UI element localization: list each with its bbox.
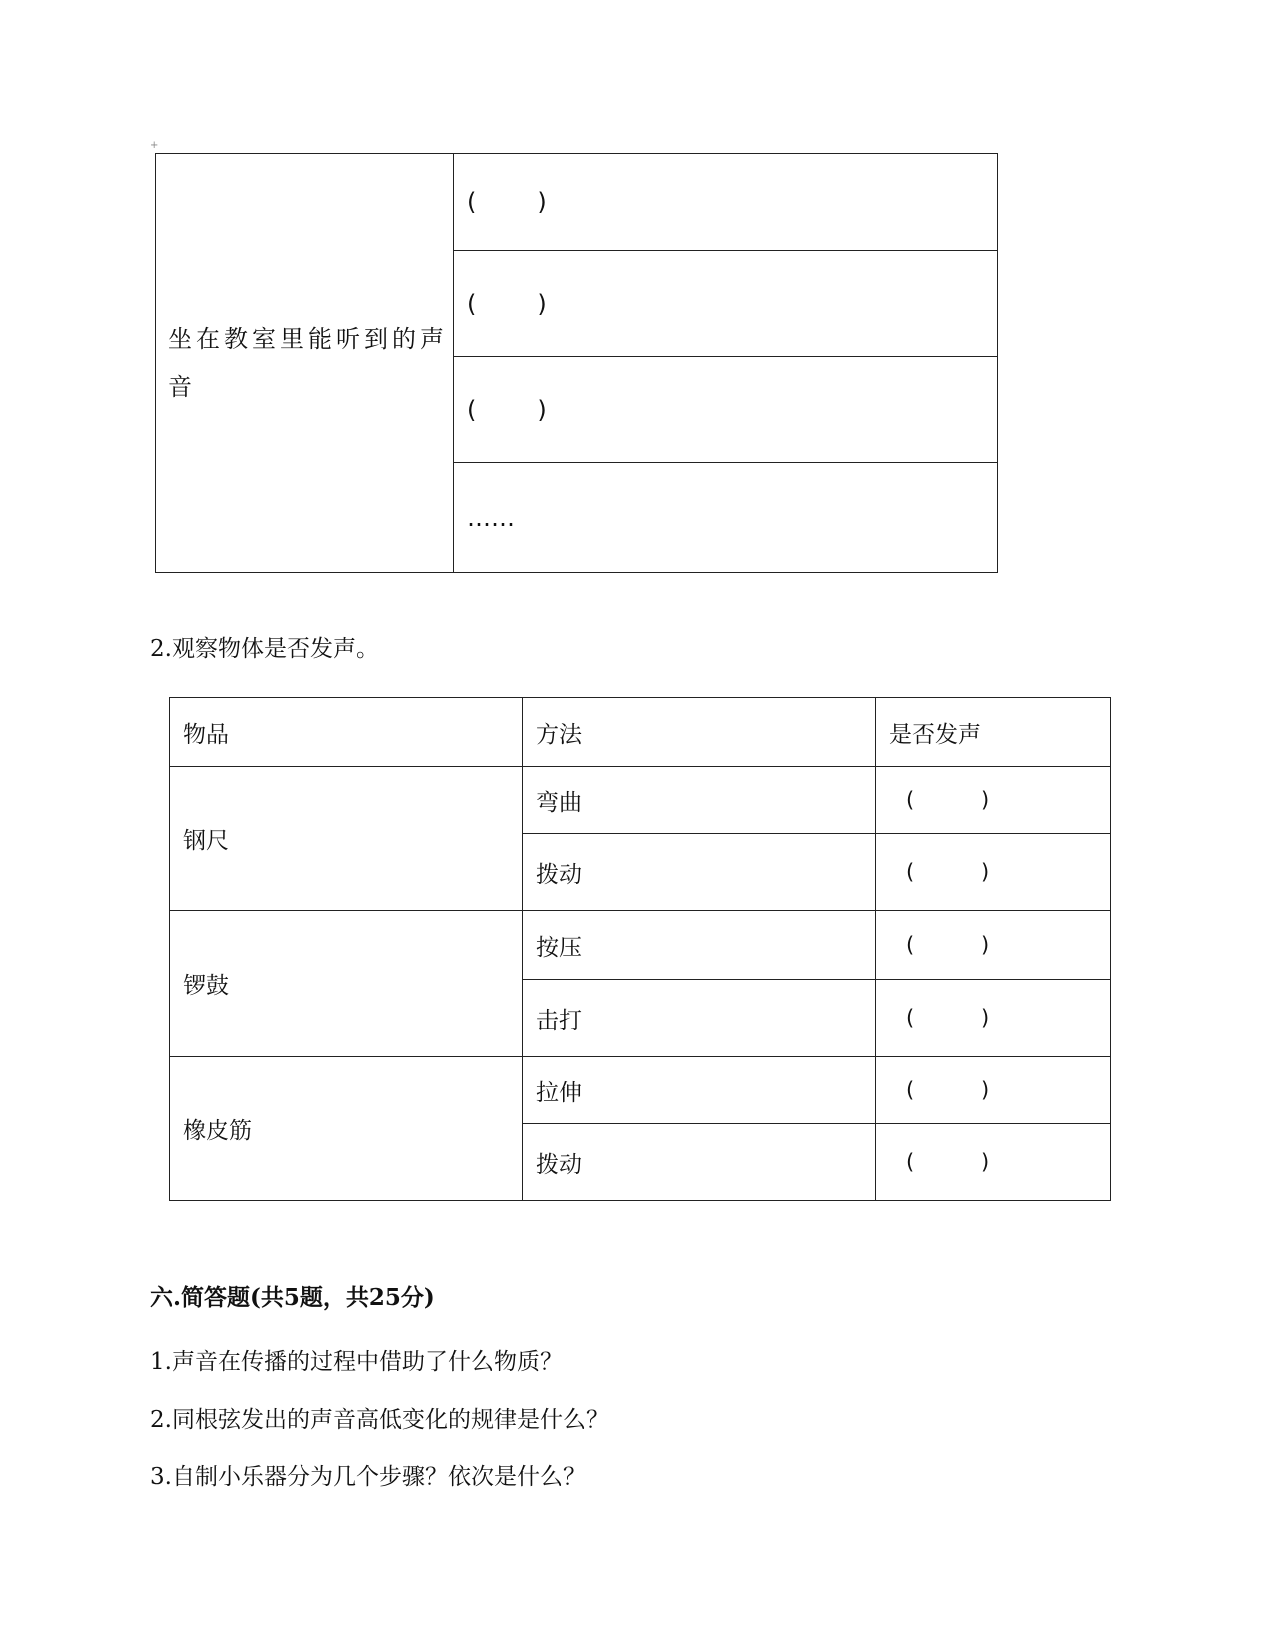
question-2-title: 2.观察物体是否发声。 [150, 636, 379, 662]
answer-blank[interactable]: ( ) [454, 357, 998, 463]
answer-blank[interactable]: ( ) [876, 834, 1111, 911]
method-cell: 按压 [523, 911, 876, 980]
question-item: 3.自制小乐器分为几个步骤？依次是什么？ [150, 1464, 586, 1490]
sounds-table [155, 153, 998, 573]
sounds-label-cell: 坐在教室里能听到的声音 [156, 154, 454, 573]
answer-blank[interactable]: ( ) [876, 911, 1111, 980]
header-item: 物品 [170, 698, 523, 767]
answer-blank[interactable]: ( ) [454, 251, 998, 357]
answer-blank[interactable]: ( ) [876, 1057, 1111, 1124]
section-6-heading: 六.简答题(共5题，共25分) [150, 1284, 435, 1311]
header-method: 方法 [523, 698, 876, 767]
method-cell: 击打 [523, 980, 876, 1057]
answer-blank[interactable]: ( ) [454, 154, 998, 251]
header-sound: 是否发声 [876, 698, 1111, 767]
method-cell: 拨动 [523, 834, 876, 911]
item-cell: 钢尺 [170, 767, 523, 911]
item-cell: 橡皮筋 [170, 1057, 523, 1201]
question-item: 1.声音在传播的过程中借助了什么物质？ [150, 1349, 563, 1375]
answer-blank[interactable]: ( ) [876, 980, 1111, 1057]
method-cell: 弯曲 [523, 767, 876, 834]
method-cell: 拉伸 [523, 1057, 876, 1124]
sound-observation-table [169, 697, 1111, 1201]
question-item: 2.同根弦发出的声音高低变化的规律是什么？ [150, 1407, 609, 1433]
method-cell: 拨动 [523, 1124, 876, 1201]
answer-blank[interactable]: ( ) [876, 767, 1111, 834]
item-cell: 锣鼓 [170, 911, 523, 1057]
ellipsis-cell: …… [454, 463, 998, 573]
answer-blank[interactable]: ( ) [876, 1124, 1111, 1201]
corner-mark: + [150, 140, 159, 151]
